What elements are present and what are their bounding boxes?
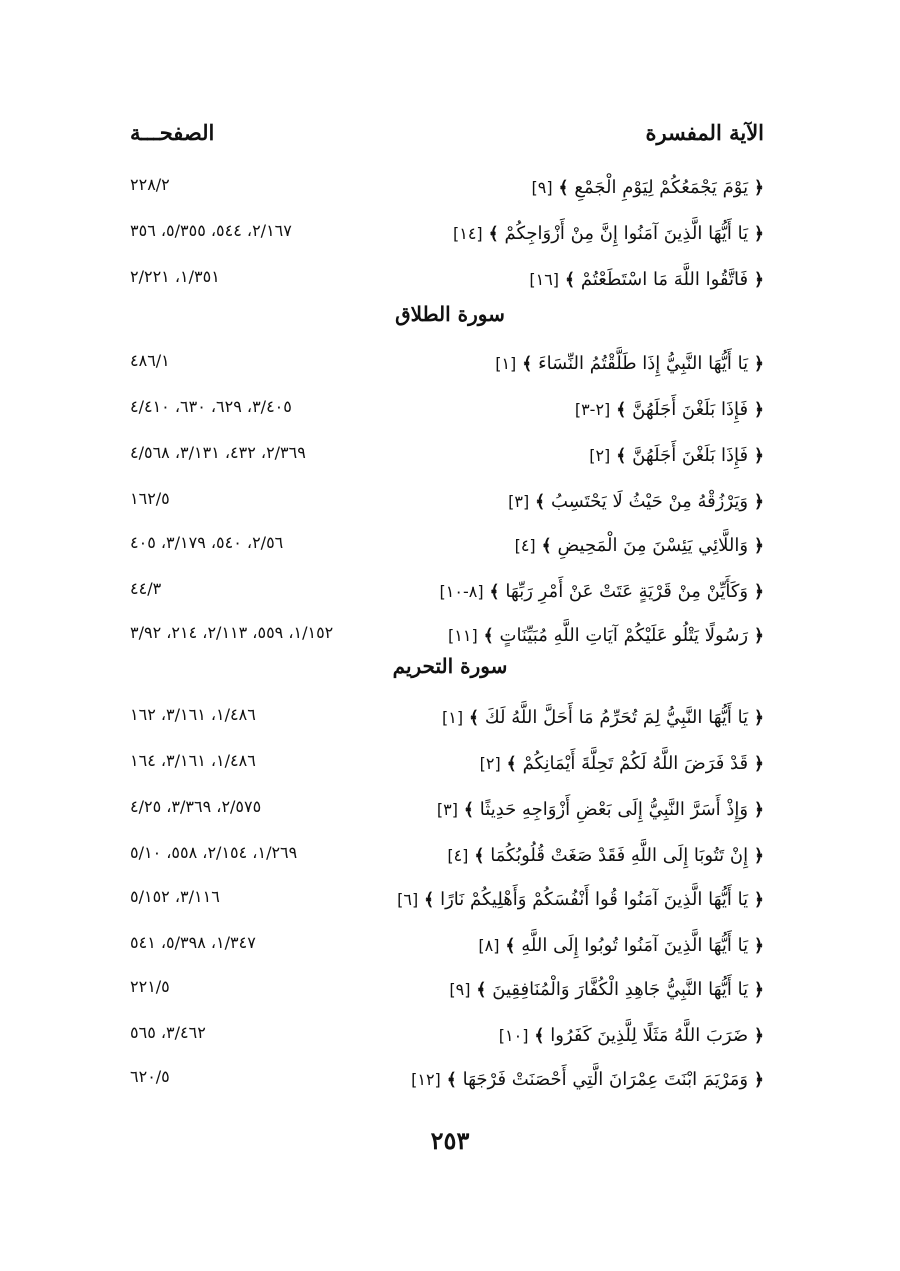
ornate-bracket-close: ﴾ — [500, 754, 523, 774]
ornate-bracket-close: ﴾ — [418, 890, 441, 910]
ornate-bracket-close: ﴾ — [516, 354, 539, 374]
ayah-entry — [480, 746, 764, 782]
page-references: ٤٨٦/١ — [130, 351, 170, 370]
index-row — [130, 928, 764, 968]
page-references: ١/١٥٢، ٥٥٩، ٢/١١٣، ٢١٤، ٣/٩٢ — [130, 623, 334, 642]
verse-number: [٦] — [397, 890, 419, 909]
verse-number: [١٢] — [411, 1070, 441, 1089]
ornate-bracket-open: ﴿ — [748, 224, 764, 244]
verse-number: [٤] — [514, 536, 536, 555]
index-row — [130, 528, 764, 568]
ornate-bracket-open: ﴿ — [748, 492, 764, 512]
ornate-bracket-close: ﴾ — [610, 400, 633, 420]
verse-number-value: ٤ — [520, 536, 530, 555]
page-references: ٢/٥٧٥، ٣/٣٦٩، ٤/٢٥ — [130, 797, 262, 816]
verse-number: [٢] — [589, 446, 611, 465]
header-ayah: الآية المفسرة — [645, 120, 764, 145]
page-references: ١/٣٥١، ٢/٢٢١ — [130, 267, 220, 286]
ayah-text: ضَرَبَ اللَّهُ مَثَلًا لِلَّذِينَ كَفَرُوا — [550, 1025, 749, 1046]
page-references: ٢/٣٦٩، ٤٣٢، ٣/١٣١، ٤/٥٦٨ — [130, 443, 306, 462]
ayah-entry — [529, 262, 764, 298]
ornate-bracket-open: ﴿ — [748, 626, 764, 646]
ayah-text: فَاتَّقُوا اللَّهَ مَا اسْتَطَعْتُمْ — [580, 269, 749, 290]
page-number: ٢٥٣ — [430, 1126, 470, 1155]
ornate-bracket-open: ﴿ — [748, 708, 764, 728]
verse-number-value: ٦ — [403, 890, 412, 909]
verse-number-value: ١٠ — [505, 1026, 523, 1045]
verse-number-value: ٢ — [485, 754, 495, 773]
index-row — [130, 392, 764, 432]
ornate-bracket-close: ﴾ — [468, 846, 491, 866]
verse-number: [١] — [495, 354, 517, 373]
ayah-text: فَإِذَا بَلَغْنَ أَجَلَهُنَّ — [632, 399, 749, 420]
ornate-bracket-close: ﴾ — [477, 626, 500, 646]
page-references: ٢/١٦٧، ٥٤٤، ٥/٣٥٥، ٣٥٦ — [130, 221, 292, 240]
ayah-text: وَمَرْيَمَ ابْنَتَ عِمْرَانَ الَّتِي أَحْصَنَتْ فَرْجَهَا — [462, 1069, 749, 1090]
ayah-text: يَا أَيُّهَا النَّبِيُّ جَاهِدِ الْكُفَّارَ وَالْمُنَافِقِينَ — [492, 979, 749, 1000]
verse-number-value: ٢ — [595, 446, 605, 465]
ayah-entry — [453, 216, 764, 252]
index-row — [130, 700, 764, 740]
verse-number: [١٠] — [498, 1026, 529, 1045]
verse-number-value: ٩ — [537, 178, 547, 197]
page-references: ٣/٤٦٢، ٥٦٥ — [130, 1023, 206, 1042]
ornate-bracket-close: ﴾ — [482, 224, 505, 244]
verse-number-value: ١٤ — [459, 224, 477, 243]
ornate-bracket-close: ﴾ — [529, 492, 551, 512]
verse-number-value: ١١ — [454, 626, 472, 645]
index-row — [130, 170, 764, 210]
index-row — [130, 346, 764, 386]
verse-number: [٢-٣] — [574, 400, 611, 419]
verse-number: [٣] — [436, 800, 458, 819]
ornate-bracket-open: ﴿ — [748, 400, 764, 420]
ayah-entry — [508, 484, 764, 520]
ornate-bracket-close: ﴾ — [457, 800, 480, 820]
verse-number: [٩] — [449, 980, 471, 999]
page-references: ٤٤/٣ — [130, 579, 162, 598]
page-references: ٢٢٨/٢ — [130, 175, 170, 194]
index-row — [130, 262, 764, 302]
page-references: ٣/٤٠٥، ٦٢٩، ٦٣٠، ٤/٤١٠ — [130, 397, 292, 416]
ornate-bracket-open: ﴿ — [748, 1070, 764, 1090]
verse-number-value: ٨-١٠ — [445, 582, 478, 601]
ornate-bracket-open: ﴿ — [748, 754, 764, 774]
ayah-entry — [397, 882, 764, 918]
ayah-entry — [499, 1018, 764, 1054]
ornate-bracket-close: ﴾ — [552, 178, 575, 198]
ayah-entry — [495, 346, 764, 382]
ayah-text: وَكَأَيِّنْ مِنْ قَرْيَةٍ عَتَتْ عَنْ أَمْرِ رَبِّهَا — [505, 581, 749, 602]
column-headers — [130, 120, 764, 156]
ayah-entry — [411, 1062, 764, 1098]
ornate-bracket-open: ﴿ — [748, 890, 764, 910]
verse-number: [١] — [441, 708, 464, 727]
ornate-bracket-open: ﴿ — [748, 446, 764, 466]
page-references: ١/٣٤٧، ٥/٣٩٨، ٥٤١ — [130, 933, 256, 952]
ornate-bracket-close: ﴾ — [463, 708, 485, 728]
ayah-entry — [447, 838, 764, 874]
verse-number-value: ٢-٣ — [581, 400, 605, 419]
index-row — [130, 792, 764, 832]
ornate-bracket-open: ﴿ — [748, 800, 764, 820]
verse-number: [٣] — [508, 492, 530, 511]
verse-number: [٨-١٠] — [439, 582, 484, 601]
ayah-text: يَوْمَ يَجْمَعُكُمْ لِيَوْمِ الْجَمْعِ — [574, 177, 749, 198]
ayah-text: يَا أَيُّهَا النَّبِيُّ لِمَ تُحَرِّمُ مَا أَحَلَّ اللَّهُ لَكَ — [484, 707, 749, 728]
ayah-entry — [437, 792, 764, 828]
ayah-entry — [589, 438, 764, 474]
ayah-text: فَإِذَا بَلَغْنَ أَجَلَهُنَّ — [632, 445, 749, 466]
verse-number-value: ١ — [448, 708, 457, 727]
ayah-text: يَا أَيُّهَا الَّذِينَ آمَنُوا قُوا أَنْفُسَكُمْ وَأَهْلِيكُمْ نَارًا — [440, 889, 749, 910]
index-row — [130, 746, 764, 786]
ornate-bracket-open: ﴿ — [748, 582, 764, 602]
ayah-text: يَا أَيُّهَا الَّذِينَ آمَنُوا تُوبُوا إِلَى اللَّهِ — [521, 935, 749, 956]
ornate-bracket-close: ﴾ — [535, 536, 558, 556]
header-page: الصفحـــة — [130, 120, 215, 145]
index-row — [130, 618, 764, 658]
ornate-bracket-open: ﴿ — [748, 936, 764, 956]
verse-number-value: ٤ — [453, 846, 463, 865]
index-row — [130, 1018, 764, 1058]
index-row — [130, 838, 764, 878]
verse-number-value: ٩ — [455, 980, 465, 999]
verse-number-value: ١ — [501, 354, 511, 373]
ayah-text: وَإِذْ أَسَرَّ النَّبِيُّ إِلَى بَعْضِ أَزْوَاجِهِ حَدِيثًا — [479, 799, 749, 820]
surah-title: سورة الطلاق — [395, 302, 505, 326]
page-references: ١/٤٨٦، ٣/١٦١، ١٦٤ — [130, 751, 256, 770]
ayah-text: رَسُولًا يَتْلُو عَلَيْكُمْ آيَاتِ اللَّهِ مُبَيِّنَاتٍ — [499, 625, 749, 646]
ayah-entry — [449, 972, 764, 1008]
verse-number: [٢] — [479, 754, 501, 773]
ayah-text: قَدْ فَرَضَ اللَّهُ لَكُمْ تَحِلَّةَ أَيْمَانِكُمْ — [522, 753, 749, 774]
ornate-bracket-close: ﴾ — [559, 270, 581, 290]
ayah-entry — [440, 574, 764, 610]
index-row — [130, 574, 764, 614]
verse-number-value: ٣ — [514, 492, 523, 511]
ayah-entry — [575, 392, 764, 428]
page-references: ١/٢٦٩، ٢/١٥٤، ٥٥٨، ٥/١٠ — [130, 843, 298, 862]
ornate-bracket-open: ﴿ — [748, 980, 764, 1000]
page-references: ٣/١١٦، ٥/١٥٢ — [130, 887, 220, 906]
verse-number: [٨] — [478, 936, 500, 955]
page-references: ٦٢٠/٥ — [130, 1067, 170, 1086]
verse-number-value: ١٦ — [535, 270, 553, 289]
ayah-entry — [478, 928, 764, 964]
ayah-text: وَاللَّائِي يَئِسْنَ مِنَ الْمَحِيضِ — [557, 535, 749, 556]
page-references: ٢/٥٦، ٥٤٠، ٣/١٧٩، ٤٠٥ — [130, 533, 284, 552]
surah-title: سورة التحريم — [392, 654, 508, 678]
index-row — [130, 972, 764, 1012]
index-row — [130, 484, 764, 524]
page-references: ٢٢١/٥ — [130, 977, 170, 996]
ornate-bracket-open: ﴿ — [748, 178, 764, 198]
ayah-text: وَيَرْزُقْهُ مِنْ حَيْثُ لَا يَحْتَسِبُ — [551, 491, 749, 512]
verse-number: [١٤] — [452, 224, 483, 243]
page-references: ١/٤٨٦، ٣/١٦١، ١٦٢ — [130, 705, 256, 724]
index-row — [130, 882, 764, 922]
ayah-text: إِنْ تَتُوبَا إِلَى اللَّهِ فَقَدْ صَغَتْ قُلُوبُكُمَا — [490, 845, 749, 866]
index-row — [130, 1062, 764, 1102]
verse-number: [١٦] — [529, 270, 560, 289]
ornate-bracket-close: ﴾ — [440, 1070, 463, 1090]
verse-number: [١١] — [448, 626, 478, 645]
index-row — [130, 438, 764, 478]
ornate-bracket-open: ﴿ — [748, 270, 764, 290]
ornate-bracket-open: ﴿ — [748, 1026, 764, 1046]
ornate-bracket-open: ﴿ — [748, 354, 764, 374]
ornate-bracket-open: ﴿ — [748, 846, 764, 866]
ayah-entry — [442, 700, 764, 736]
ornate-bracket-close: ﴾ — [499, 936, 522, 956]
verse-number-value: ٣ — [443, 800, 452, 819]
verse-number: [٩] — [531, 178, 553, 197]
ornate-bracket-close: ﴾ — [470, 980, 493, 1000]
verse-number-value: ١٢ — [417, 1070, 435, 1089]
verse-number: [٤] — [447, 846, 469, 865]
ayah-entry — [448, 618, 764, 654]
ornate-bracket-open: ﴿ — [748, 536, 764, 556]
ayah-text: يَا أَيُّهَا النَّبِيُّ إِذَا طَلَّقْتُمُ النِّسَاءَ — [538, 353, 749, 374]
page-references: ١٦٢/٥ — [130, 489, 170, 508]
index-row — [130, 216, 764, 256]
ornate-bracket-close: ﴾ — [483, 582, 506, 602]
ayah-text: يَا أَيُّهَا الَّذِينَ آمَنُوا إِنَّ مِنْ أَزْوَاجِكُمْ — [504, 223, 749, 244]
ayah-entry — [531, 170, 764, 206]
ayah-entry — [515, 528, 764, 564]
ornate-bracket-close: ﴾ — [528, 1026, 551, 1046]
verse-number-value: ٨ — [484, 936, 494, 955]
ornate-bracket-close: ﴾ — [610, 446, 633, 466]
